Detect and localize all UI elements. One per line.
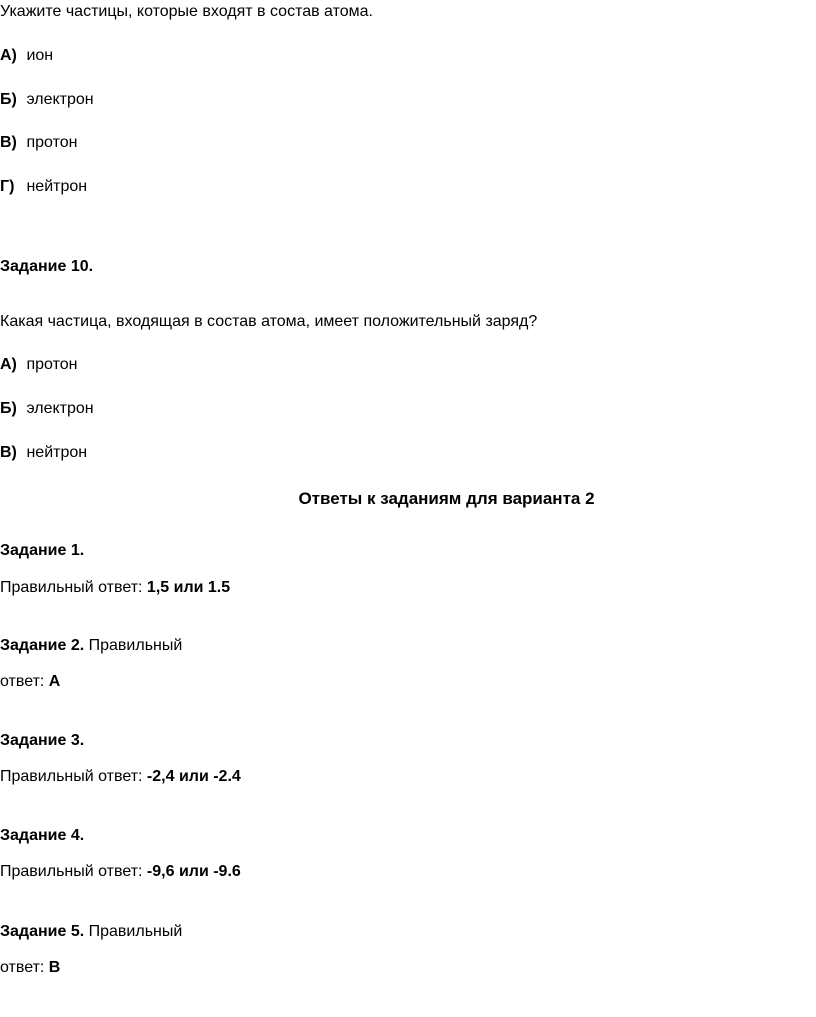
answer-1-title: Задание 1. [0,542,85,559]
question-10-text: Какая частица, входящая в состав атома, имеет положительный заряд? [0,313,538,330]
q9-option-a [0,46,53,66]
option-text: нейтрон [26,444,88,461]
answer-4-line [0,862,241,882]
option-text: нейтрон [26,178,88,195]
option-letter: Г) [0,178,15,195]
q9-option-d [0,177,87,197]
answer-label: Правильный ответ: [0,863,143,880]
question-9-text: Укажите частицы, которые входят в состав атома. [0,3,373,20]
option-letter: А) [0,47,17,64]
answer-5-line [0,922,182,942]
answer-value: В [48,959,61,976]
answer-label: ответ: [0,673,45,690]
answer-label: ответ: [0,959,45,976]
option-text: электрон [26,91,94,108]
answer-2-line [0,636,182,656]
option-text: протон [26,134,78,151]
answer-label: Правильный [88,637,183,654]
q10-option-c [0,443,87,463]
option-text: ион [26,47,54,64]
q10-option-a [0,355,77,375]
answer-5-title: Задание 5. [0,923,85,940]
answer-2-value-line [0,672,60,692]
option-letter: Б) [0,91,17,108]
answer-3-title: Задание 3. [0,732,85,749]
option-letter: В) [0,444,17,461]
option-text: протон [26,356,78,373]
option-letter: Б) [0,400,17,417]
answer-value: А [48,673,61,690]
answer-5-value-line [0,958,60,978]
answer-value: 1,5 или 1.5 [146,579,231,596]
task-10-title: Задание 10. [0,258,94,275]
answer-label: Правильный [88,923,183,940]
option-letter: А) [0,356,17,373]
answer-4-title: Задание 4. [0,827,85,844]
q10-option-b [0,399,94,419]
answer-1-line [0,578,230,598]
answer-3-line [0,767,241,787]
answer-label: Правильный ответ: [0,768,143,785]
option-text: электрон [26,400,94,417]
answers-heading: Ответы к заданиям для варианта 2 [298,489,595,508]
q9-option-c [0,133,77,153]
answer-value: -9,6 или -9.6 [146,863,241,880]
answer-value: -2,4 или -2.4 [146,768,241,785]
answer-label: Правильный ответ: [0,579,143,596]
option-letter: В) [0,134,17,151]
q9-option-b [0,90,94,110]
answer-2-title: Задание 2. [0,637,85,654]
